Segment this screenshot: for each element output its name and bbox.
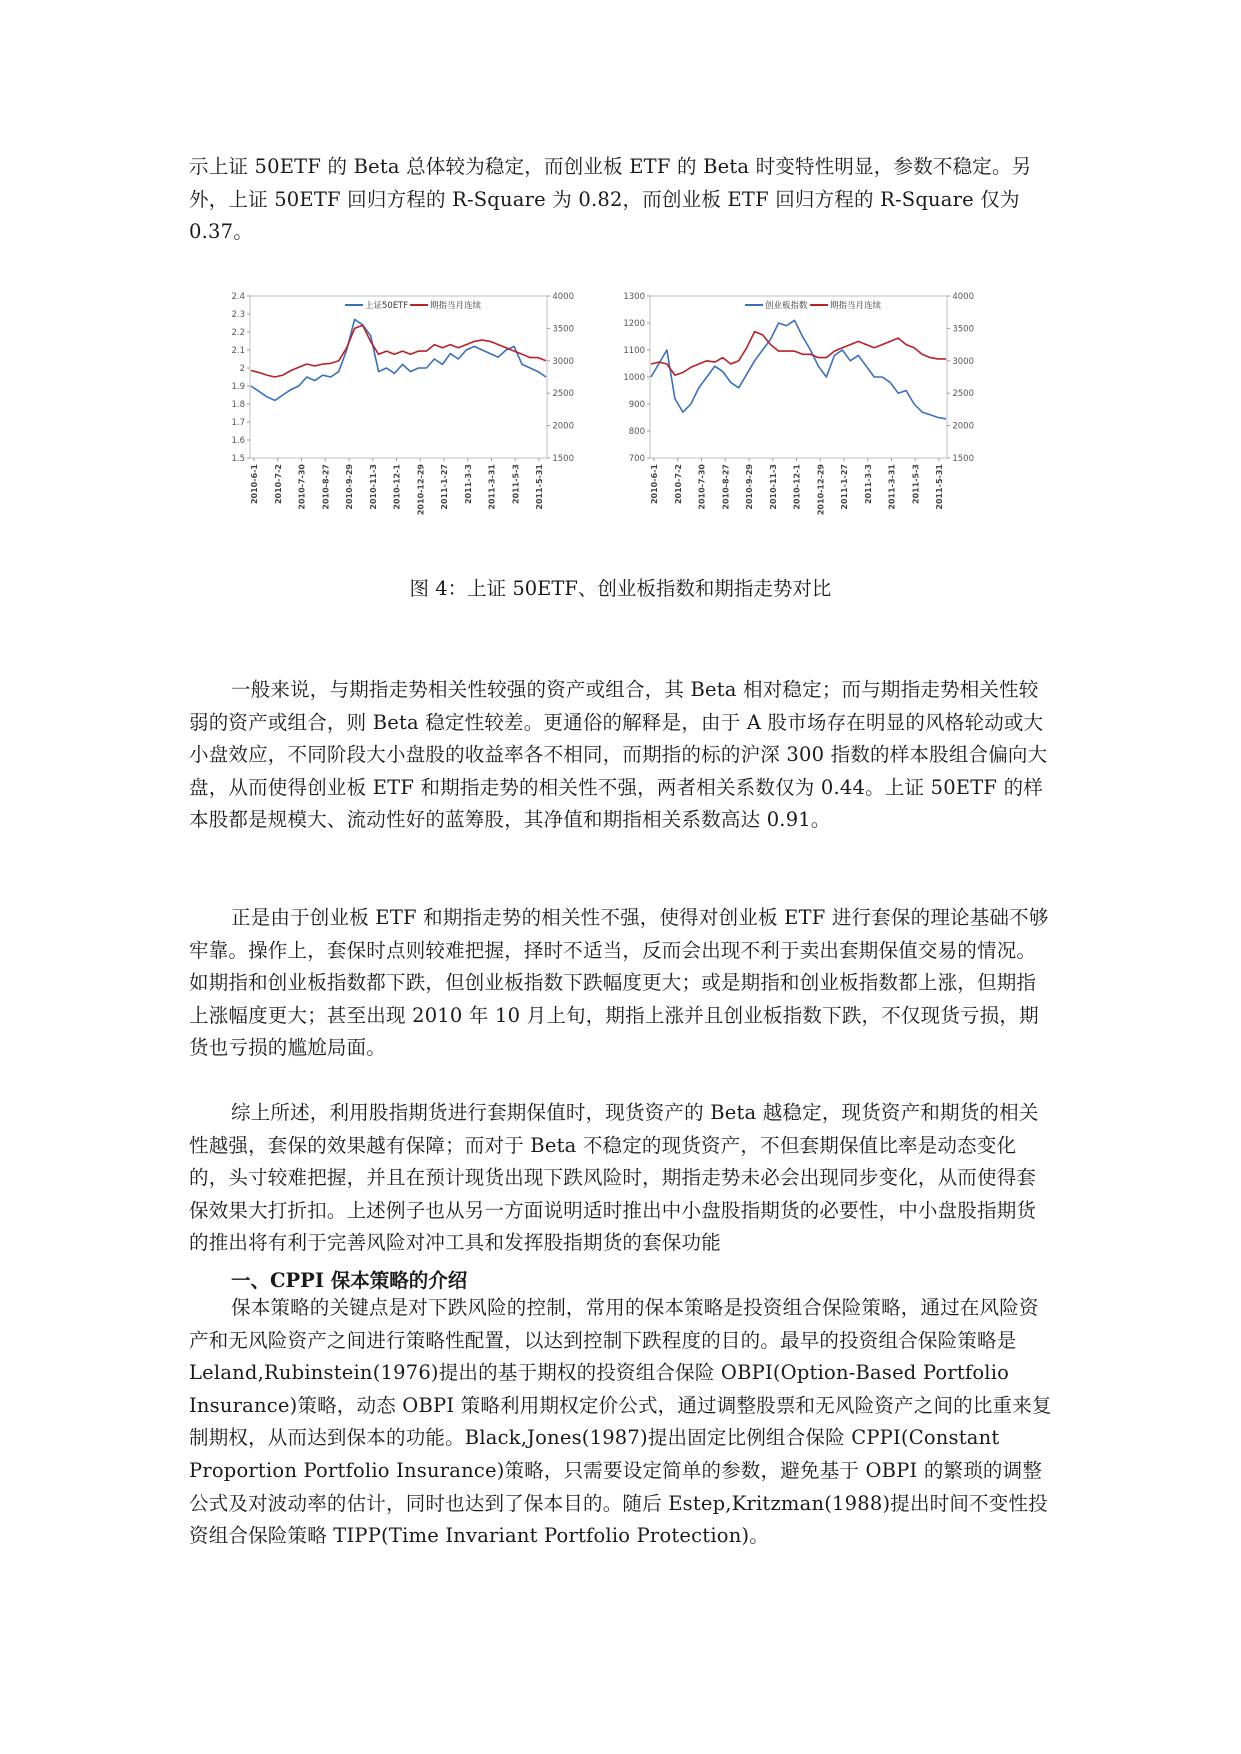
- y-left-tick-label: 1300: [623, 292, 645, 302]
- legend-label: 期指当月连续: [430, 301, 482, 311]
- section-heading: 一、CPPI 保本策略的介绍: [231, 1269, 468, 1292]
- y-right-tick-label: 2000: [952, 421, 974, 432]
- y-left-tick-label: 700: [628, 454, 645, 464]
- legend-label: 上证50ETF: [365, 301, 409, 311]
- y-left-tick-label: 1.7: [231, 418, 245, 428]
- x-tick-label: 2011-5-31: [535, 464, 544, 510]
- x-tick-label: 2011-3-31: [487, 464, 497, 510]
- x-tick-label: 2010-11-3: [368, 464, 378, 510]
- paragraph-2: 正是由于创业板 ETF 和期指走势的相关性不强，使得对创业板 ETF 进行套保的理论基础不够牢靠。操作上，套保时点则较难把握，择时不适当，反而会出现不利于卖出套期保值交易的情况。如期指和创业板指数都下跌，但创业板指数下跌幅度更大；或是期指和创业板指数都上涨，但期指上涨幅度更大；甚至出现 2010 年 10 月上旬，期指上涨并且创业板指数下跌，不仅现货亏损，期货也亏损的尴尬局面。: [189, 906, 1049, 1060]
- x-tick-label: 2010-11-3: [768, 464, 778, 510]
- y-left-tick-label: 2: [239, 364, 245, 374]
- x-tick-label: 2010-12-29: [816, 464, 826, 516]
- x-tick-label: 2011-1-27: [840, 464, 849, 510]
- x-tick-label: 2010-12-1: [792, 464, 802, 510]
- x-tick-label: 2011-3-31: [887, 464, 897, 510]
- chart-etf50-vs-futures: [222, 290, 617, 560]
- paragraph-continuation: 示上证 50ETF 的 Beta 总体较为稳定，而创业板 ETF 的 Beta 时变特性明显，参数不稳定。另外，上证 50ETF 回归方程的 R-Square 为 0.82，而创业板 ETF 回归方程的 R-Square 仅为 0.37。: [189, 155, 1032, 244]
- y-right-tick-label: 4000: [552, 292, 574, 302]
- y-left-tick-label: 2.2: [231, 328, 245, 338]
- x-tick-label: 2011-1-27: [440, 464, 449, 510]
- y-right-tick-label: 3500: [952, 324, 974, 335]
- figure-caption: 图 4：上证 50ETF、创业板指数和期指走势对比: [409, 577, 832, 600]
- x-tick-label: 2011-5-31: [935, 464, 944, 510]
- x-tick-label: 2010-9-29: [745, 464, 754, 510]
- y-right-tick-label: 1500: [552, 454, 574, 464]
- paragraph-1: 一般来说，与期指走势相关性较强的资产或组合，其 Beta 相对稳定；而与期指走势相关性较弱的资产或组合，则 Beta 稳定性较差。更通俗的解释是，由于 A 股市场存在明显的风格轮动或大小盘效应，不同阶段大小盘股的收益率各不相同，而期指的标的沪深 300 指数的样本股组合偏向大盘，从而使得创业板 ETF 和期指走势的相关性不强，两者相关系数仅为 0.44。上证 50ETF 的样本股都是规模大、流动性好的蓝筹股，其净值和期指相关系数高达 0.91。: [189, 678, 1048, 832]
- y-right-tick-label: 1500: [952, 454, 974, 464]
- x-tick-label: 2010-12-1: [392, 464, 402, 510]
- x-tick-label: 2010-7-2: [273, 464, 283, 505]
- y-right-tick-label: 3500: [552, 324, 574, 335]
- y-right-tick-label: 3000: [552, 356, 574, 367]
- plot-frame: [250, 296, 547, 458]
- y-left-tick-label: 2.4: [231, 292, 245, 302]
- figure-4: [222, 290, 1008, 560]
- y-right-tick-label: 3000: [952, 356, 974, 367]
- y-left-tick-label: 2.1: [231, 346, 245, 356]
- x-tick-label: 2010-8-27: [721, 464, 731, 510]
- x-tick-label: 2010-6-1: [650, 464, 659, 505]
- y-left-tick-label: 1100: [623, 346, 645, 356]
- x-tick-label: 2010-7-2: [673, 464, 683, 505]
- y-right-tick-label: 4000: [952, 292, 974, 302]
- x-tick-label: 2010-7-30: [297, 464, 307, 510]
- chart-gem-vs-futures: [622, 290, 1017, 560]
- paragraph-3: 综上所述，利用股指期货进行套期保值时，现货资产的 Beta 越稳定，现货资产和期货的相关性越强，套保的效果越有保障；而对于 Beta 不稳定的现货资产，不但套期保值比率是动态变化的，头寸较难把握，并且在预计现货出现下跌风险时，期指走势未必会出现同步变化，从而使得套保效果大打折扣。上述例子也从另一方面说明适时推出中小盘股指期货的必要性，中小盘股指期货的推出将有利于完善风险对冲工具和发挥股指期货的套保功能: [189, 1101, 1039, 1255]
- x-tick-label: 2010-12-29: [416, 464, 426, 516]
- legend-label: 期指当月连续: [830, 301, 882, 311]
- y-left-tick-label: 1.9: [231, 382, 245, 392]
- x-tick-label: 2011-3-3: [463, 464, 473, 505]
- y-left-tick-label: 800: [628, 427, 645, 437]
- legend-label: 创业板指数: [765, 301, 808, 311]
- series-line: [651, 320, 946, 419]
- plot-frame: [650, 296, 947, 458]
- series-line: [651, 332, 946, 376]
- y-right-tick-label: 2000: [552, 421, 574, 432]
- x-tick-label: 2011-3-3: [863, 464, 873, 505]
- x-tick-label: 2011-5-3: [911, 464, 921, 505]
- x-tick-label: 2010-9-29: [345, 464, 354, 510]
- y-right-tick-label: 2500: [552, 389, 574, 400]
- y-left-tick-label: 1.5: [231, 454, 245, 464]
- x-tick-label: 2010-7-30: [697, 464, 707, 510]
- y-left-tick-label: 1200: [623, 319, 645, 329]
- y-left-tick-label: 2.3: [231, 310, 245, 320]
- paragraph-4: 保本策略的关键点是对下跌风险的控制，常用的保本策略是投资组合保险策略，通过在风险资产和无风险资产之间进行策略性配置，以达到控制下跌程度的目的。最早的投资组合保险策略是 Leland,Rubinstein(1976)提出的基于期权的投资组合保险 OBPI(Option-Based Portfolio Insurance)策略，动态 OBPI 策略利用期权定价公式，通过调整股票和无风险资产之间的比重来复制期权，从而达到保本的功能。Black,Jones(1987)提出固定比例组合保险 CPPI(Constant Proportion Portfolio Insurance)策略，只需要设定简单的参数，避免基于 OBPI 的繁琐的调整公式及对波动率的估计，同时也达到了保本目的。随后 Estep,Kritzman(1988)提出时间不变性投资组合保险策略 TIPP(Time Invariant Portfolio Protection)。: [189, 1296, 1052, 1548]
- y-left-tick-label: 1.8: [231, 400, 245, 410]
- x-tick-label: 2011-5-3: [511, 464, 521, 505]
- series-line: [251, 319, 546, 400]
- y-left-tick-label: 1000: [623, 373, 645, 383]
- y-left-tick-label: 1.6: [231, 436, 245, 446]
- x-tick-label: 2010-8-27: [321, 464, 331, 510]
- y-left-tick-label: 900: [628, 400, 645, 410]
- x-tick-label: 2010-6-1: [250, 464, 259, 505]
- y-right-tick-label: 2500: [952, 389, 974, 400]
